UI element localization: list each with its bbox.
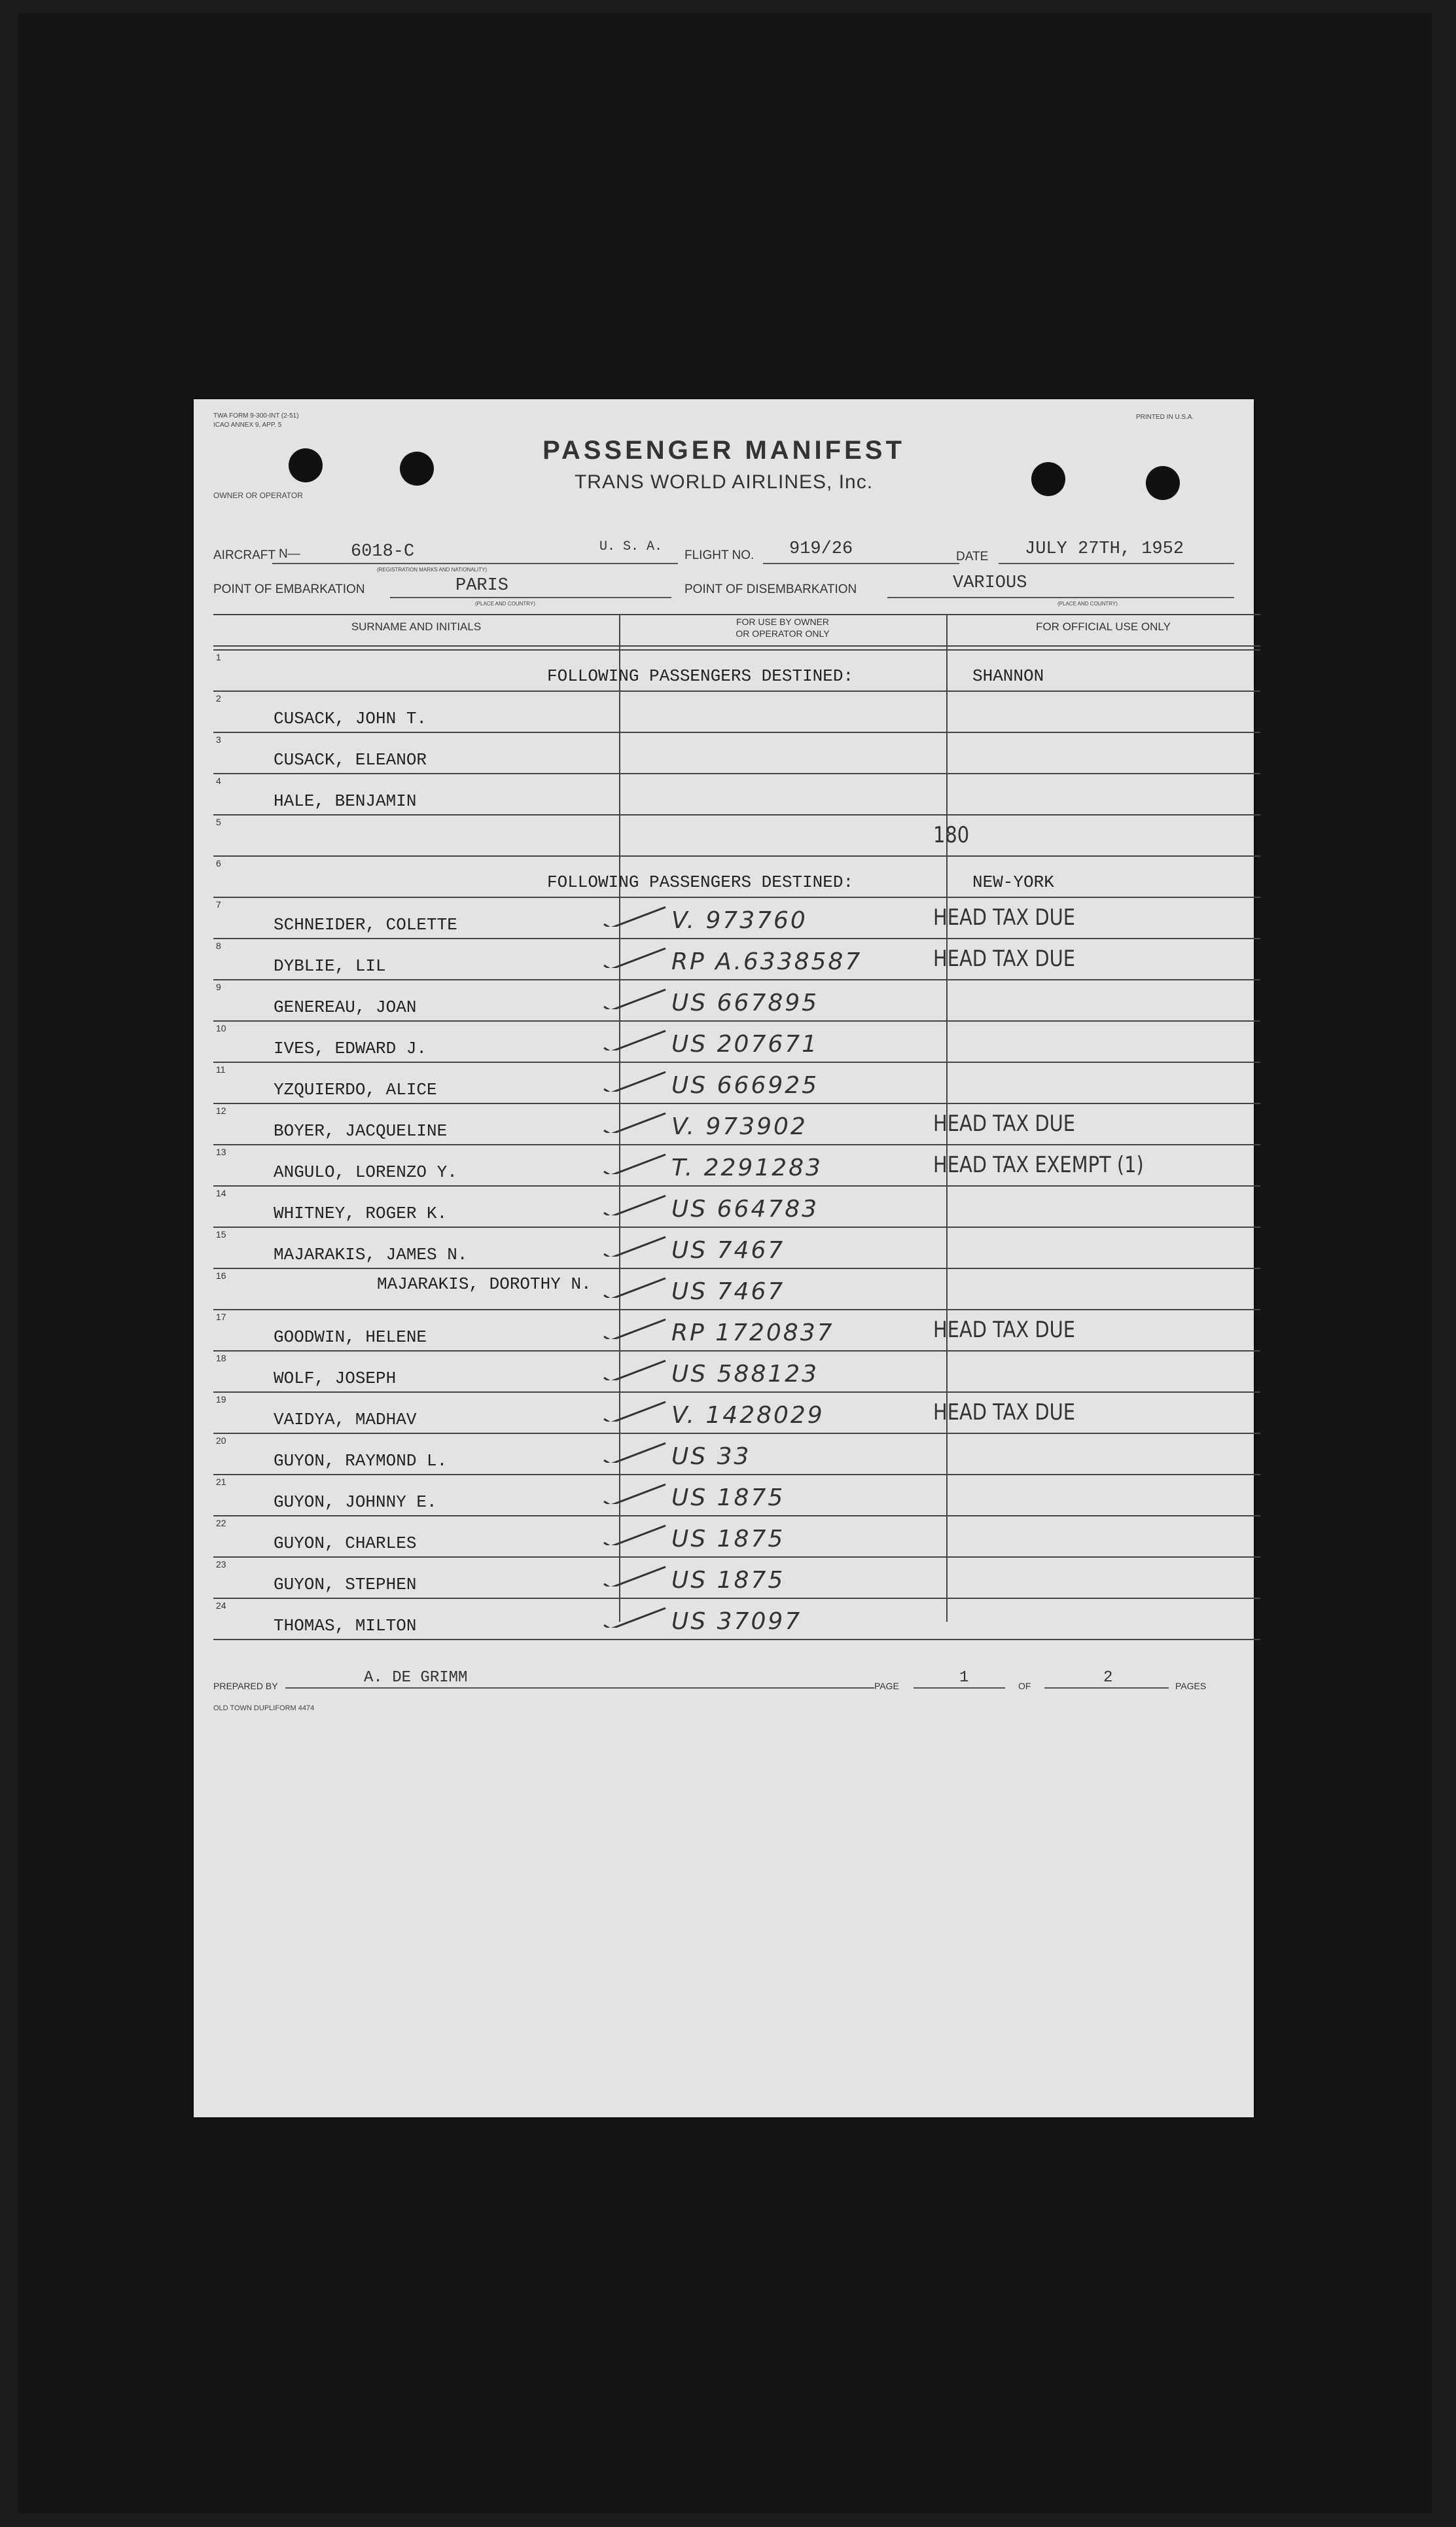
checkmark-icon — [603, 1604, 668, 1628]
form-number: TWA FORM 9-300-INT (2-51) — [213, 412, 299, 420]
row-rule — [213, 1639, 1260, 1640]
row-number: 13 — [216, 1147, 226, 1157]
table-row — [213, 733, 1260, 774]
official-note: HEAD TAX DUE — [933, 946, 1076, 972]
row-number: 24 — [216, 1600, 226, 1611]
prepared-underline — [285, 1687, 874, 1689]
passenger-name: VAIDYA, MADHAV — [274, 1410, 417, 1429]
table-row — [213, 1187, 1260, 1228]
passport-number: US 33 — [671, 1443, 751, 1470]
checkmark-icon — [603, 903, 668, 927]
punch-hole-2 — [400, 452, 434, 486]
passenger-name: MAJARAKIS, DOROTHY N. — [377, 1274, 592, 1294]
date-underline — [999, 563, 1234, 564]
prepared-by-label: PREPARED BY — [213, 1681, 278, 1691]
passenger-name: WOLF, JOSEPH — [274, 1369, 397, 1388]
row-number: 15 — [216, 1229, 226, 1240]
table-row — [213, 1063, 1260, 1104]
checkmark-icon — [603, 986, 668, 1009]
flight-underline — [763, 563, 959, 564]
page-value: 1 — [959, 1669, 969, 1687]
passport-number: US 664783 — [671, 1196, 819, 1223]
row-number: 23 — [216, 1559, 226, 1569]
checkmark-icon — [603, 1027, 668, 1050]
row-number: 10 — [216, 1023, 226, 1033]
passport-number: US 667895 — [671, 990, 819, 1016]
table-row — [213, 1599, 1260, 1640]
table-row — [213, 1310, 1260, 1352]
passenger-name: GENEREAU, JOAN — [274, 997, 417, 1017]
passenger-name: GUYON, JOHNNY E. — [274, 1492, 437, 1512]
official-note: 180 — [933, 822, 970, 848]
checkmark-icon — [603, 1151, 668, 1174]
checkmark-icon — [603, 1109, 668, 1133]
passenger-name: GUYON, RAYMOND L. — [274, 1451, 448, 1471]
row-number: 7 — [216, 899, 221, 910]
table-row — [213, 1228, 1260, 1269]
row-number: 17 — [216, 1312, 226, 1322]
row-number: 22 — [216, 1518, 226, 1528]
row-number: 3 — [216, 734, 221, 745]
destination-city: NEW-YORK — [972, 872, 1054, 892]
checkmark-icon — [603, 944, 668, 968]
passport-number: T. 2291283 — [671, 1155, 823, 1181]
table-row — [213, 1269, 1260, 1310]
row-number: 18 — [216, 1353, 226, 1363]
disembarkation-underline — [887, 597, 1234, 598]
owner-operator-label: OWNER OR OPERATOR — [213, 491, 303, 500]
destination-heading: FOLLOWING PASSENGERS DESTINED: — [547, 666, 854, 686]
disembarkation-caption: (PLACE AND COUNTRY) — [1057, 601, 1118, 607]
of-value: 2 — [1103, 1669, 1113, 1687]
table-row — [213, 1475, 1260, 1516]
aircraft-label: AIRCRAFT — [213, 548, 275, 562]
col-surname: SURNAME AND INITIALS — [351, 620, 482, 633]
aircraft-country: U. S. A. — [599, 539, 663, 554]
embarkation-value: PARIS — [455, 576, 509, 596]
date-value: JULY 27TH, 1952 — [1025, 539, 1184, 559]
passenger-name: CUSACK, ELEANOR — [274, 750, 427, 770]
manifest-sheet — [194, 399, 1254, 2117]
manifest-title: PASSENGER MANIFEST — [542, 436, 905, 465]
row-number: 4 — [216, 776, 221, 786]
passenger-name: YZQUIERDO, ALICE — [274, 1080, 437, 1100]
table-row — [213, 815, 1260, 857]
destination-heading: FOLLOWING PASSENGERS DESTINED: — [547, 872, 854, 892]
passport-number: US 7467 — [671, 1237, 785, 1264]
table-row — [213, 1104, 1260, 1145]
row-number: 12 — [216, 1105, 226, 1116]
passport-number: V. 973902 — [671, 1113, 808, 1140]
aircraft-prefix: N— — [279, 547, 300, 561]
passport-number: US 37097 — [671, 1608, 802, 1635]
col-owner-use-1: FOR USE BY OWNER — [736, 617, 830, 627]
row-number: 21 — [216, 1477, 226, 1487]
row-number: 19 — [216, 1394, 226, 1405]
official-note: HEAD TAX DUE — [933, 1111, 1076, 1137]
row-number: 11 — [216, 1064, 226, 1075]
passenger-name: MAJARAKIS, JAMES N. — [274, 1245, 468, 1264]
table-row — [213, 857, 1260, 898]
table-row — [213, 651, 1260, 692]
checkmark-icon — [603, 1522, 668, 1545]
destination-city: SHANNON — [972, 666, 1044, 686]
row-number: 1 — [216, 652, 221, 662]
checkmark-icon — [603, 1357, 668, 1380]
checkmark-icon — [603, 1274, 668, 1298]
table-row — [213, 1516, 1260, 1558]
official-note: HEAD TAX DUE — [933, 1317, 1076, 1343]
row-number: 8 — [216, 941, 221, 951]
passenger-name: WHITNEY, ROGER K. — [274, 1204, 448, 1223]
passport-number: V. 973760 — [671, 907, 808, 934]
checkmark-icon — [603, 1439, 668, 1463]
of-label: OF — [1018, 1681, 1031, 1691]
of-underline — [1044, 1687, 1169, 1689]
passport-number: US 588123 — [671, 1361, 819, 1388]
passport-number: US 1875 — [671, 1484, 785, 1511]
table-row — [213, 1022, 1260, 1063]
passenger-name: DYBLIE, LIL — [274, 956, 386, 976]
passenger-table — [213, 614, 1260, 1648]
table-row — [213, 692, 1260, 733]
disembarkation-label: POINT OF DISEMBARKATION — [684, 582, 857, 596]
punch-hole-3 — [1031, 462, 1065, 496]
aircraft-underline — [272, 563, 678, 564]
page-underline — [914, 1687, 1005, 1689]
registration-caption: (REGISTRATION MARKS AND NATIONALITY) — [377, 567, 488, 573]
checkmark-icon — [603, 1233, 668, 1257]
prepared-by-value: A. DE GRIMM — [364, 1669, 468, 1687]
punch-hole-1 — [289, 448, 323, 482]
table-row — [213, 980, 1260, 1022]
checkmark-icon — [603, 1192, 668, 1215]
row-number: 20 — [216, 1435, 226, 1446]
row-number: 5 — [216, 817, 221, 827]
passport-number: RP A.6338587 — [671, 948, 862, 975]
passenger-name: THOMAS, MILTON — [274, 1616, 417, 1636]
checkmark-icon — [603, 1316, 668, 1339]
airline-name: TRANS WORLD AIRLINES, Inc. — [574, 471, 874, 493]
passport-number: US 7467 — [671, 1278, 785, 1305]
passport-number: V. 1428029 — [671, 1402, 825, 1429]
row-number: 14 — [216, 1188, 226, 1198]
punch-hole-4 — [1146, 466, 1180, 500]
col-owner-use-2: OR OPERATOR ONLY — [736, 628, 830, 639]
flight-number: 919/26 — [789, 539, 853, 559]
row-number: 9 — [216, 982, 221, 992]
official-note: HEAD TAX DUE — [933, 905, 1076, 931]
passenger-name: BOYER, JACQUELINE — [274, 1121, 448, 1141]
row-number: 2 — [216, 693, 221, 704]
row-number: 16 — [216, 1270, 226, 1281]
printer-name: OLD TOWN DUPLIFORM 4474 — [213, 1704, 315, 1712]
passenger-name: IVES, EDWARD J. — [274, 1039, 427, 1058]
embarkation-caption: (PLACE AND COUNTRY) — [475, 601, 535, 607]
passport-number: US 1875 — [671, 1526, 785, 1552]
pages-label: PAGES — [1175, 1681, 1207, 1691]
passport-number: US 666925 — [671, 1072, 819, 1099]
flight-label: FLIGHT NO. — [684, 548, 755, 562]
table-row — [213, 898, 1260, 939]
table-row — [213, 774, 1260, 815]
passenger-name: GUYON, STEPHEN — [274, 1575, 417, 1594]
passenger-name: SCHNEIDER, COLETTE — [274, 915, 457, 935]
passenger-name: HALE, BENJAMIN — [274, 791, 417, 811]
row-number: 6 — [216, 858, 221, 869]
disembarkation-value: VARIOUS — [953, 573, 1027, 593]
table-row — [213, 1558, 1260, 1599]
checkmark-icon — [603, 1480, 668, 1504]
passenger-name: GOODWIN, HELENE — [274, 1327, 427, 1347]
passport-number: US 1875 — [671, 1567, 785, 1594]
official-note: HEAD TAX EXEMPT (1) — [933, 1152, 1144, 1178]
table-row — [213, 1434, 1260, 1475]
embarkation-underline — [390, 597, 671, 598]
table-row — [213, 939, 1260, 980]
col-official: FOR OFFICIAL USE ONLY — [1036, 620, 1171, 633]
checkmark-icon — [603, 1068, 668, 1092]
passport-number: US 207671 — [671, 1031, 819, 1058]
checkmark-icon — [603, 1563, 668, 1586]
printed-in: PRINTED IN U.S.A. — [1136, 414, 1194, 421]
passenger-name: CUSACK, JOHN T. — [274, 709, 427, 728]
embarkation-label: POINT OF EMBARKATION — [213, 582, 365, 596]
passenger-name: GUYON, CHARLES — [274, 1533, 417, 1553]
annex-reference: ICAO ANNEX 9, APP. 5 — [213, 421, 282, 429]
checkmark-icon — [603, 1398, 668, 1422]
table-row — [213, 1352, 1260, 1393]
table-row — [213, 1393, 1260, 1434]
aircraft-value: 6018-C — [351, 542, 415, 562]
passport-number: RP 1720837 — [671, 1319, 834, 1346]
table-row — [213, 1145, 1260, 1187]
date-label: DATE — [956, 550, 989, 564]
official-note: HEAD TAX DUE — [933, 1399, 1076, 1425]
passenger-name: ANGULO, LORENZO Y. — [274, 1162, 457, 1182]
page-label: PAGE — [874, 1681, 899, 1691]
